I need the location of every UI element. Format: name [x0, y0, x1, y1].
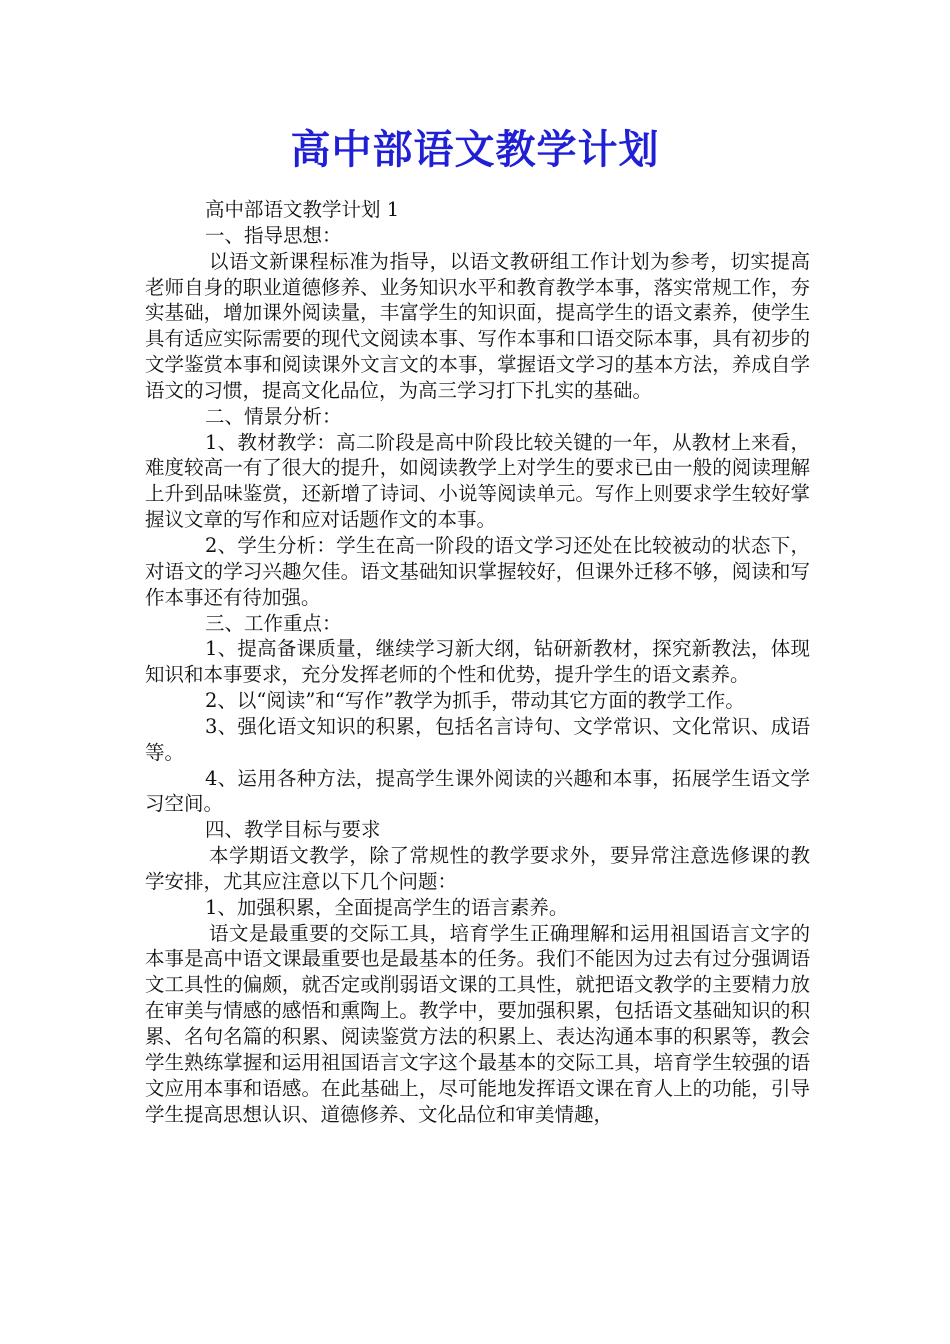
paragraph-work-focus-4: 4、运用各种方法，提高学生课外阅读的兴趣和本事，拓展学生语文学习空间。 [145, 766, 810, 816]
section-heading-guiding-thought: 一、指导思想： [205, 223, 342, 247]
paragraph-textbook-teaching: 1、教材教学：高二阶段是高中阶段比较关键的一年，从教材上来看，难度较高一有了很大的提升，如阅读教学上对学生的要求已由一般的阅读理解上升到品味鉴赏，还新增了诗词、小说等阅读单元。写作上则要求学生较好掌握议文章的写作和应对话题作文的本事。 [145, 430, 810, 532]
section-heading-situation-analysis: 二、情景分析： [205, 404, 342, 428]
paragraph-work-focus-1: 1、提高备课质量，继续学习新大纲，钻研新教材，探究新教法，体现知识和本事要求，充分发挥老师的个性和优势，提升学生的语文素养。 [145, 637, 810, 687]
document-title: 高中部语文教学计划 [290, 126, 660, 173]
paragraph-goals-intro: 本学期语文教学，除了常规性的教学要求外，要异常注意选修课的教学安排，尤其应注意以下几个问题： [145, 844, 810, 893]
paragraph-work-focus-2: 2、以“阅读”和“写作”教学为抓手，带动其它方面的教学工作。 [205, 689, 745, 713]
section-heading-goals: 四、教学目标与要求 [205, 818, 381, 842]
subheading-accumulation: 1、加强积累，全面提高学生的语言素养。 [205, 895, 569, 919]
paragraph-language-tool: 语文是最重要的交际工具，培育学生正确理解和运用祖国语言文字的本事是高中语文课最重要也是最基本的任务。我们不能因为过去有过分强调语文工具性的偏颇，就否定或削弱语文课的工具性，就把语文教学的主要精力放在审美与情感的感悟和熏陶上。教学中，要加强积累，包括语文基础知识的积累、名句名篇的积累、阅读鉴赏方法的积累上、表达沟通本事的积累等，教会学生熟练掌握和运用祖国语言文字这个最基本的交际工具，培育学生较强的语文应用本事和语感。在此基础上，尽可能地发挥语文课在育人上的功能，引导学生提高思想认识、道德修养、文化品位和审美情趣， [145, 921, 810, 1126]
paragraph-guiding-thought: 以语文新课程标准为指导，以语文教研组工作计划为参考，切实提高老师自身的职业道德修养、业务知识水平和教育教学本事，落实常规工作，夯实基础，增加课外阅读量，丰富学生的知识面，提高学生的语文素养，使学生具有适应实际需要的现代文阅读本事、写作本事和口语交际本事，具有初步的文学鉴赏本事和阅读课外文言文的本事，掌握语文学习的基本方法，养成自学语文的习惯，提高文化品位，为高三学习打下扎实的基础。 [145, 249, 810, 402]
plan-subtitle: 高中部语文教学计划 1 [205, 198, 400, 221]
document-body [145, 197, 810, 1127]
section-heading-work-focus: 三、工作重点： [205, 611, 342, 635]
paragraph-student-analysis: 2、学生分析：学生在高一阶段的语文学习还处在比较被动的状态下，对语文的学习兴趣欠佳。语文基础知识掌握较好，但课外迁移不够，阅读和写作本事还有待加强。 [145, 533, 810, 609]
paragraph-work-focus-3: 3、强化语文知识的积累，包括名言诗句、文学常识、文化常识、成语等。 [145, 714, 810, 764]
